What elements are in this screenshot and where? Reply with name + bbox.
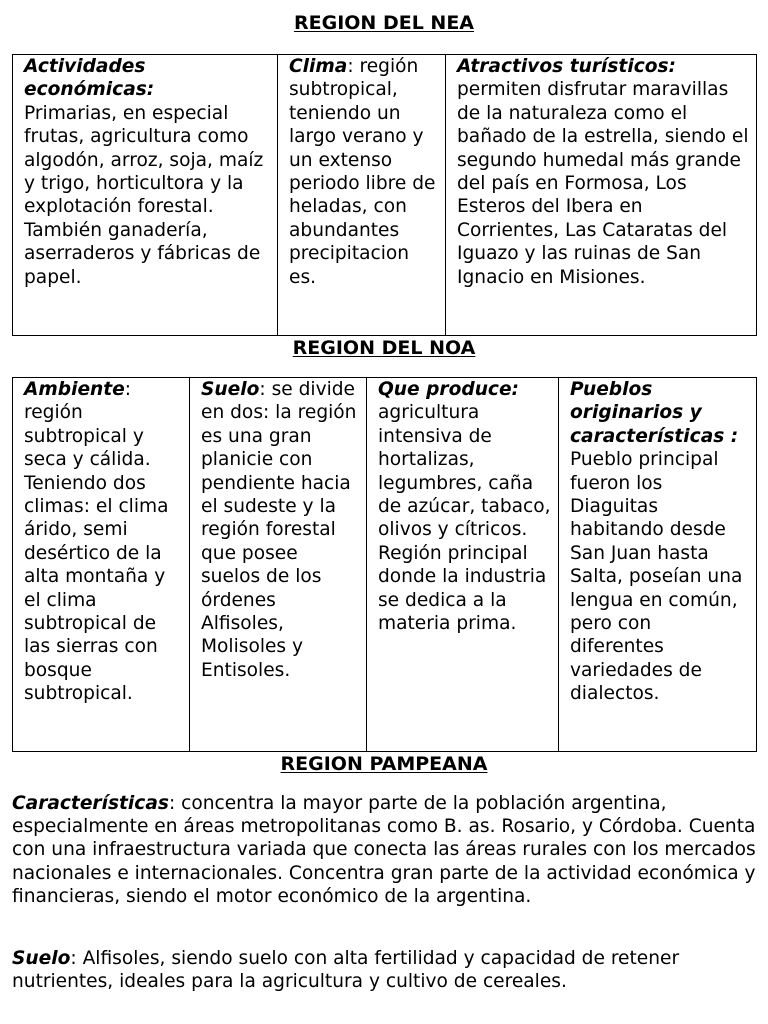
pampeana-heading: REGION PAMPEANA — [280, 753, 488, 775]
cell-text: : región subtropical, teniendo un largo verano y un extenso periodo libre de heladas, con abundantes precipitacion es. — [289, 56, 436, 288]
cell-text: Primarias, en especial frutas, agricultura como algodón, arroz, soja, maíz y trigo, horticultora y la explotación forestal. También ganadería, aserraderos y fábricas de papel. — [24, 102, 264, 288]
nea-heading: REGION DEL NEA — [294, 12, 474, 34]
nea-cell-actividades — [13, 55, 278, 336]
paragraph-label: Características — [12, 793, 169, 814]
cell-label: Ambiente — [24, 379, 125, 400]
paragraph-text: : concentra la mayor parte de la población argentina, especialmente en áreas metropolitanas como B. as. Rosario, y Córdoba. Cuenta con una infraestructura variada que conecta las áreas rurales con los mercados nacionales e internacionales. Concentra gran parte de la actividad económica y financieras, siendo el motor económico de la argentina. — [12, 793, 756, 907]
cell-text: permiten disfrutar maravillas de la naturaleza como el bañado de la estrella, siendo el segundo humedal más grande del país en Formosa, Los Esteros del Ibera en Corrientes, Las Cataratas del Iguazo y las ruinas de San Ignacio en Misiones. — [457, 79, 749, 288]
noa-heading: REGION DEL NOA — [292, 337, 476, 359]
noa-cell-ambiente — [13, 378, 190, 752]
cell-label: Suelo — [201, 379, 260, 400]
cell-text: : región subtropical y seca y cálida. Teniendo dos climas: el clima árido, semi desértico de la alta montaña y el clima subtropical de las sierras con bosque subtropical. — [24, 379, 169, 705]
cell-label: Actividades económicas: — [24, 56, 155, 101]
pampeana-suelo-paragraph — [12, 947, 760, 993]
noa-table — [12, 377, 757, 752]
noa-cell-pueblos — [559, 378, 757, 752]
noa-cell-suelo — [190, 378, 367, 752]
pampeana-caracteristicas-paragraph — [12, 792, 760, 908]
nea-row — [13, 55, 757, 336]
cell-label: Clima — [289, 56, 348, 77]
cell-label: Atractivos turísticos: — [457, 56, 676, 77]
nea-table — [12, 54, 757, 336]
cell-text: agricultura intensiva de hortalizas, legumbres, caña de azúcar, tabaco, olivos y cítricos. Región principal donde la industria se dedica a la materia prima. — [378, 402, 551, 635]
cell-label: Pueblos originarios y características : — [570, 379, 739, 447]
cell-text: Pueblo principal fueron los Diaguitas habitando desde San Juan hasta Salta, poseían una lengua en común, pero con diferentes variedades de dialectos. — [570, 449, 743, 705]
paragraph-label: Suelo — [12, 948, 71, 969]
cell-label: Que produce: — [378, 379, 519, 400]
noa-cell-produce — [367, 378, 559, 752]
nea-cell-clima — [278, 55, 446, 336]
noa-row — [13, 378, 757, 752]
cell-text: : se divide en dos: la región es una gran planicie con pendiente hacia el sudeste y la región forestal que posee suelos de los órdenes Alfisoles, Molisoles y Entisoles. — [201, 379, 357, 681]
paragraph-text: : Alfisoles, siendo suelo con alta fertilidad y capacidad de retener nutrientes, ideales para la agricultura y cultivo de cereales. — [12, 948, 680, 993]
nea-cell-atractivos — [446, 55, 757, 336]
